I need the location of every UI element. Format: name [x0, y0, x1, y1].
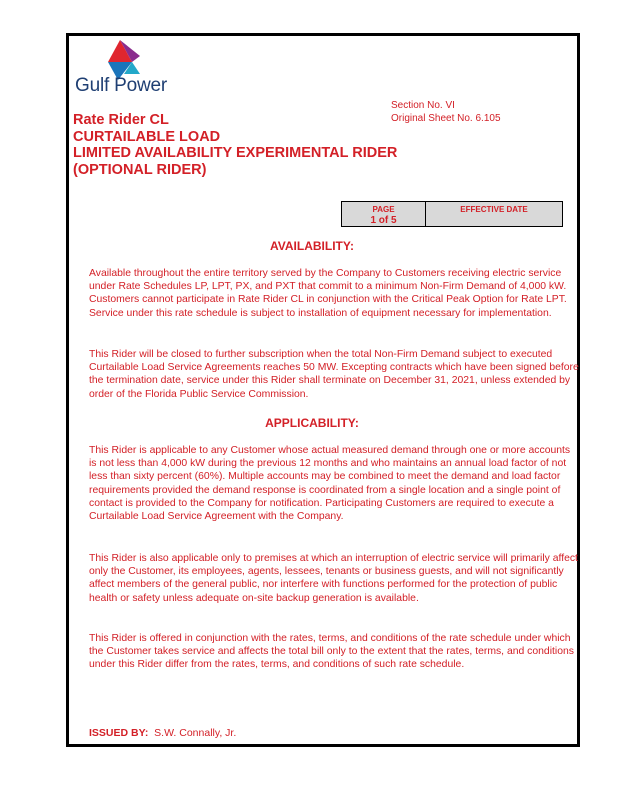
page-value: 1 of 5: [370, 215, 397, 226]
page-cell: [342, 202, 426, 226]
issued-by-name: S.W. Connally, Jr.: [154, 727, 237, 739]
applicability-paragraph-1: This Rider is applicable to any Customer whose actual measured demand through one or more accounts is not less than 4,000 kW during the previous 12 months and who maintains an annual load factor of not less than sixty percent (60%). Multiple accounts may be combined to meet the demand and load factor requirements provided the demand response is coordinated from a single location and a single point of contact is provided to the Company for notification. Participating Customers are required to execute a Curtailable Load Service Agreement with the Company.: [89, 445, 571, 523]
applicability-heading: APPLICABILITY:: [265, 416, 359, 430]
section-info: [391, 99, 501, 125]
title-line-3: LIMITED AVAILABILITY EXPERIMENTAL RIDER: [73, 145, 398, 161]
availability-heading: AVAILABILITY:: [270, 239, 354, 253]
title-line-4: (OPTIONAL RIDER): [73, 161, 207, 178]
applicability-paragraph-2: This Rider is also applicable only to premises at which an interruption of electric service will primarily affect only the Customer, its employees, agents, lessees, tenants or business guests, and will not significantly affect members of the general public, nor interfere with functions performed for the protection of public health or safety unless adequate on-site backup generation is available.: [89, 553, 578, 604]
effective-date-label: EFFECTIVE DATE: [460, 205, 528, 214]
page-info-box: [341, 201, 563, 227]
title-line-2: CURTAILABLE LOAD: [73, 128, 221, 145]
page-label: PAGE: [372, 205, 395, 214]
availability-paragraph-1: Available throughout the entire territory served by the Company to Customers receiving electric service under Rate Schedules LP, LPT, PX, and PXT that commit to a minimum Non-Firm Demand of 4,000 kW. Customers cannot participate in Rate Rider CL in conjunction with the Critical Peak Option for Rate LPT. Service under this rate schedule is subject to installation of equipment necessary for implementation.: [89, 268, 567, 319]
issued-by-label: ISSUED BY:: [89, 727, 149, 739]
availability-paragraph-2: This Rider will be closed to further subscription when the total Non-Firm Demand subject to executed Curtailable Load Service Agreements reaches 50 MW. Excepting contracts which have been signed before the termination date, service under this Rider shall terminate on December 31, 2021, unless extended by order of the Florida Public Service Commission.: [89, 349, 579, 400]
sheet-number: Original Sheet No. 6.105: [391, 113, 501, 124]
title-line-1: Rate Rider CL: [73, 112, 169, 128]
section-number: Section No. VI: [391, 100, 455, 111]
logo-text: Gulf Power: [75, 75, 167, 96]
applicability-paragraph-3: This Rider is offered in conjunction with the rates, terms, and conditions of the rate schedule under which the Customer takes service and affects the total bill only to the extent that the rates, terms, and conditions under this Rider differ from the rates, terms, and conditions of such rate schedule.: [89, 633, 574, 671]
document-title: [73, 112, 397, 178]
issued-by: [89, 727, 236, 739]
